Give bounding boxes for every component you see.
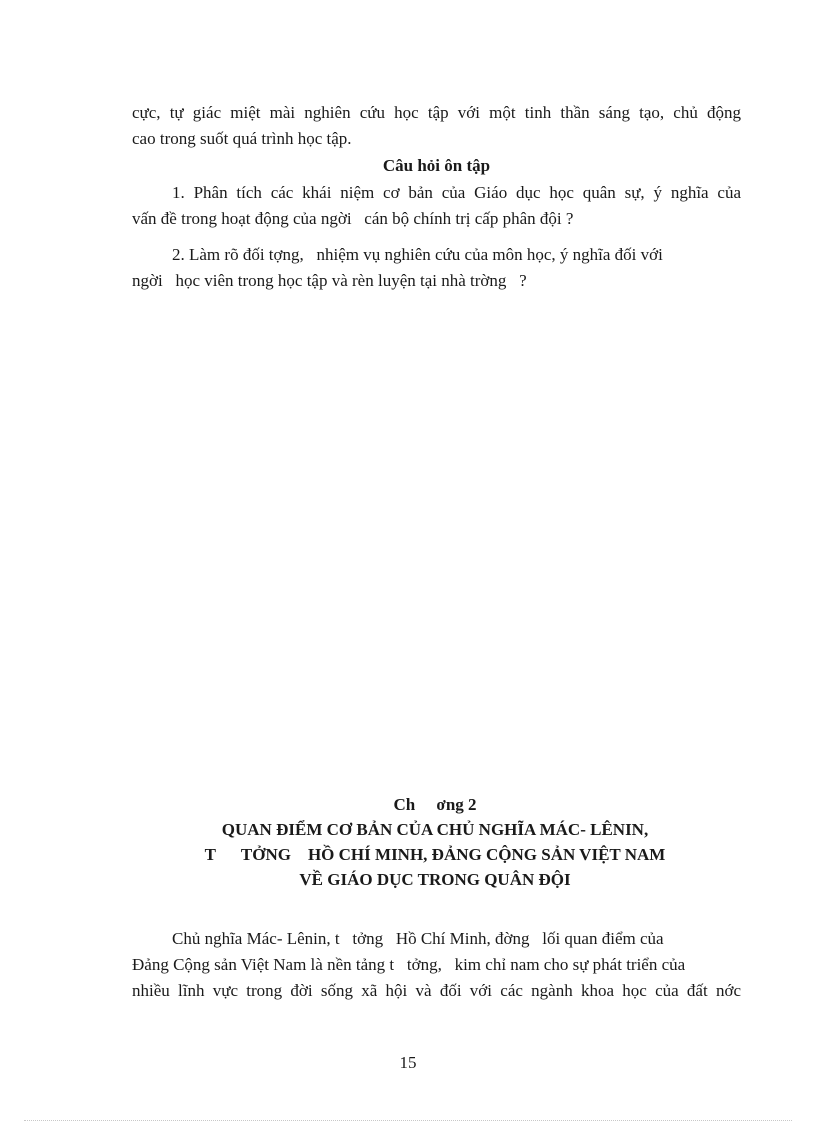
- review-question-1: [132, 180, 741, 232]
- review-section: [132, 153, 741, 179]
- intro-paragraph: [132, 926, 741, 1004]
- top-paragraph-line-1: cực, tự giác miệt mài nghiên cứu học tập với một tinh thần sáng tạo, chủ động: [132, 103, 741, 122]
- chapter-title-line-3: VỀ GIÁO DỤC TRONG QUÂN ĐỘI: [299, 870, 571, 889]
- top-paragraph: [132, 100, 741, 152]
- page-bottom-divider: [24, 1120, 792, 1121]
- question-1-line-2: vấn đề trong hoạt động của ngời cán bộ chính trị cấp phân đội ?: [132, 209, 574, 228]
- page-number: 15: [399, 1053, 417, 1072]
- chapter-title-line-1: QUAN ĐIỂM CƠ BẢN CỦA CHỦ NGHĨA MÁC- LÊNIN,: [221, 820, 649, 839]
- question-2-line-1: 2. Làm rõ đối tợng, nhiệm vụ nghiên cứu của môn học, ý nghĩa đối với: [172, 245, 663, 264]
- review-title: Câu hỏi ôn tập: [382, 156, 491, 175]
- chapter-heading: [110, 792, 760, 892]
- top-paragraph-line-2: cao trong suốt quá trình học tập.: [132, 129, 352, 148]
- chapter-label: Ch ơng 2: [393, 795, 477, 814]
- chapter-title-line-2: T TỞNG HỒ CHÍ MINH, ĐẢNG CỘNG SẢN VIỆT NAM: [204, 845, 666, 864]
- review-question-2: [132, 242, 741, 294]
- question-1-line-1: 1. Phân tích các khái niệm cơ bản của Giáo dục học quân sự, ý nghĩa của: [172, 183, 741, 202]
- intro-line-2: Đảng Cộng sản Việt Nam là nền tảng t tởng, kim chỉ nam cho sự phát triển của: [132, 955, 686, 974]
- intro-line-1: Chủ nghĩa Mác- Lênin, t tởng Hồ Chí Minh, đờng lối quan điểm của: [172, 929, 664, 948]
- intro-line-3: nhiều lĩnh vực trong đời sống xã hội và đối với các ngành khoa học của đất nớc: [132, 981, 741, 1000]
- question-2-line-2: ngời học viên trong học tập và rèn luyện tại nhà trờng ?: [132, 271, 527, 290]
